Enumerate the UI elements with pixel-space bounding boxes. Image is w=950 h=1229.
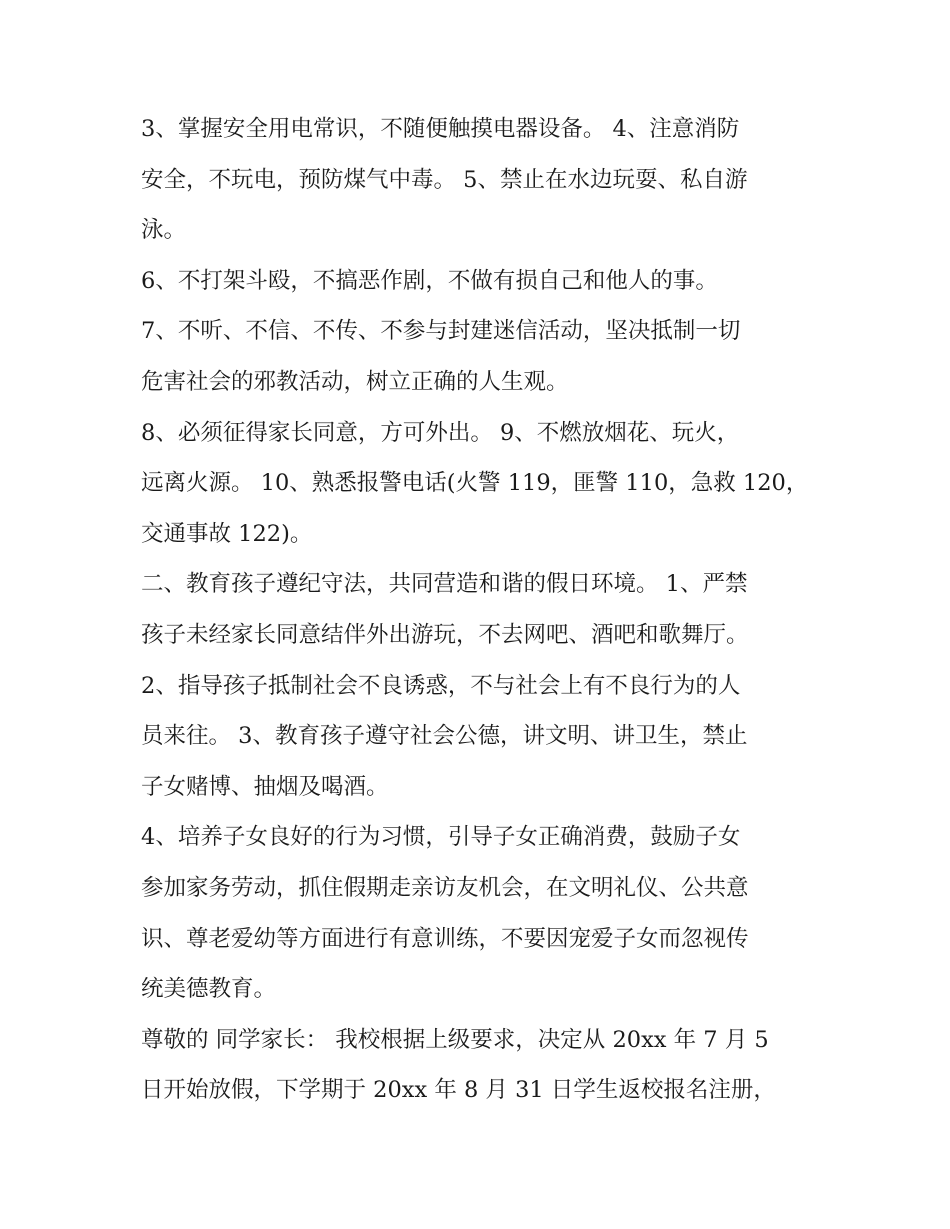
paragraph-no-fighting [141,256,813,307]
text-line: 安全，不玩电，预防煤气中毒。 5、禁止在水边玩耍、私自游 [141,166,748,193]
text-line: 远离火源。 10、熟悉报警电话(火警 119，匪警 110，急救 120， [141,470,809,497]
paragraph-letter-to-parents [141,1015,813,1116]
text-line: 交通事故 122)。 [141,520,313,547]
paragraph-safety-electricity [141,104,813,256]
text-line: 尊敬的 同学家长： 我校根据上级要求，决定从 20xx 年 7 月 5 [141,1026,769,1053]
text-line: 统美德教育。 [141,976,277,1003]
text-line: 识、尊老爱幼等方面进行有意训练，不要因宠爱子女而忽视传 [141,925,749,952]
text-line: 子女赌博、抽烟及喝酒。 [141,773,389,800]
paragraph-good-habits [141,812,813,1014]
text-line: 6、不打架斗殴，不搞恶作剧，不做有损自己和他人的事。 [141,267,718,294]
text-line: 7、不听、不信、不传、不参与封建迷信活动，坚决抵制一切 [141,318,741,345]
text-line: 员来往。 3、教育孩子遵守社会公德，讲文明、讲卫生，禁止 [141,723,748,750]
text-line: 8、必须征得家长同意，方可外出。 9、不燃放烟花、玩火， [141,419,740,446]
paragraph-no-superstition [141,306,813,407]
text-line: 日开始放假，下学期于 20xx 年 8 月 31 日学生返校报名注册， [141,1077,776,1104]
text-line: 4、培养子女良好的行为习惯，引导子女正确消费，鼓励子女 [141,824,741,851]
text-line: 二、教育孩子遵纪守法，共同营造和谐的假日环境。 1、严禁 [141,571,748,598]
text-line: 孩子未经家长同意结伴外出游玩，不去网吧、酒吧和歌舞厅。 [141,621,749,648]
text-line: 泳。 [141,217,187,244]
text-line: 危害社会的邪教活动，树立正确的人生观。 [141,368,569,395]
paragraph-parent-consent [141,408,813,560]
paragraph-law-education [141,559,813,812]
text-line: 3、掌握安全用电常识，不随便触摸电器设备。 4、注意消防 [141,116,740,142]
text-line: 参加家务劳动，抓住假期走亲访友机会，在文明礼仪、公共意 [141,874,749,901]
document-body [141,104,813,1116]
text-line: 2、指导孩子抵制社会不良诱惑，不与社会上有不良行为的人 [141,672,741,699]
